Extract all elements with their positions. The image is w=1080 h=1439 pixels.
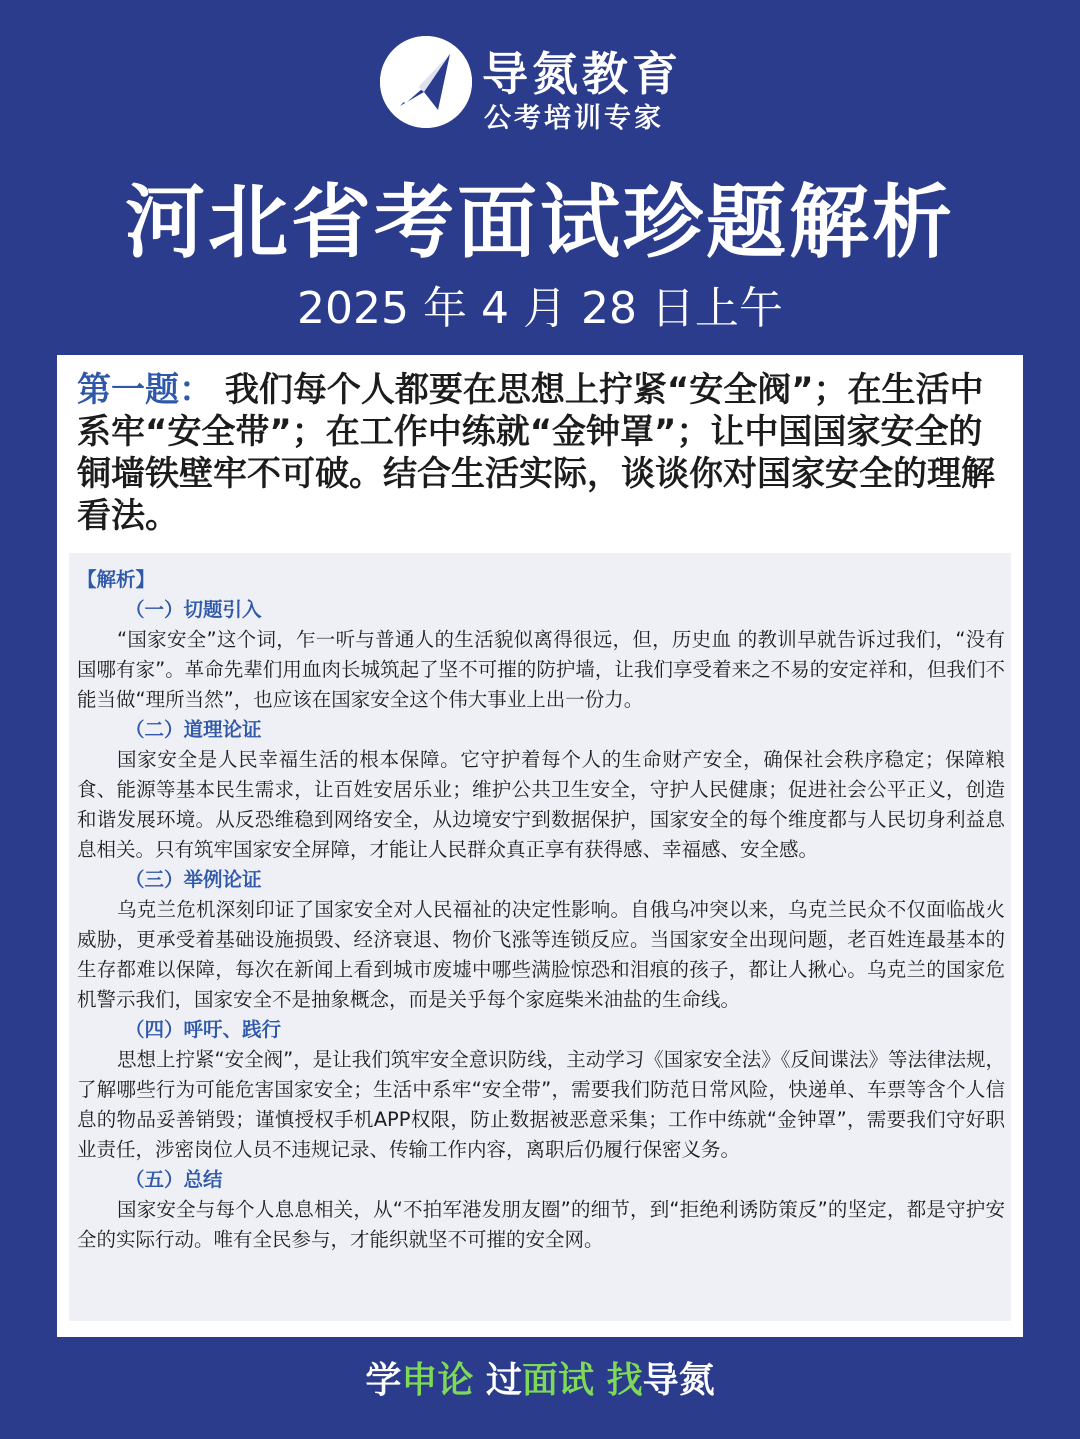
section-title-intro: （一）切题引入 xyxy=(125,598,262,621)
footer-part: 面试 xyxy=(522,1360,595,1401)
footer-slogan xyxy=(0,1352,1080,1403)
footer-part: 过 xyxy=(485,1360,522,1401)
brand-header xyxy=(380,36,720,136)
section-text-reasoning: 国家安全是人民幸福生活的根本保障。它守护着每个人的生命财产安全，确保社会秩序稳定；保障粮食、能源等基本民生需求，让百姓安居乐业；维护公共卫生安全，守护人民健康；促进社会公平正义，创造和谐发展环境。从反恐维稳到网络安全，从边境安宁到数据保护，国家安全的每个维度都与人民切身利益息息相关。只有筑牢国家安全屏障，才能让人民群众真正享有获得感、幸福感、安全感。 xyxy=(77,748,1005,861)
footer-part: 找 xyxy=(606,1360,643,1401)
question-label: 第一题： xyxy=(77,370,213,410)
footer-part: 申论 xyxy=(401,1360,474,1401)
section-title-summary: （五）总结 xyxy=(125,1168,223,1191)
section-title-example: （三）举例论证 xyxy=(125,868,262,891)
section-text-action: 思想上拧紧“安全阀”，是让我们筑牢安全意识防线，主动学习《国家安全法》《反间谍法》等法律法规，了解哪些行为可能危害国家安全；生活中系牢“安全带”，需要我们防范日常风险，快递单、车票等含个人信息的物品妥善销毁；谨慎授权手机APP权限，防止数据被恶意采集；工作中练就“金钟罩”，需要我们守好职业责任，涉密岗位人员不违规记录、传输工作内容，离职后仍履行保密义务。 xyxy=(77,1048,1005,1161)
section-text-summary: 国家安全与每个人息息相关，从“不拍军港发朋友圈”的细节，到“拒绝利诱防策反”的坚定，都是守护安全的实际行动。唯有全民参与，才能织就坚不可摧的安全网。 xyxy=(77,1198,1005,1251)
content-card xyxy=(57,355,1023,1337)
analysis-panel xyxy=(69,553,1011,1321)
brand-name: 导氮教育 xyxy=(482,47,682,101)
footer-part: 学 xyxy=(365,1360,402,1401)
analysis-body xyxy=(77,565,1005,1255)
section-text-example: 乌克兰危机深刻印证了国家安全对人民福祉的决定性影响。自俄乌冲突以来，乌克兰民众不仅面临战火威胁，更承受着基础设施损毁、经济衰退、物价飞涨等连锁反应。当国家安全出现问题，老百姓连最基本的生存都难以保障，每次在新闻上看到城市废墟中哪些满脸惊恐和泪痕的孩子，都让人揪心。乌克兰的国家危机警示我们，国家安全不是抽象概念，而是关乎每个家庭柴米油盐的生命线。 xyxy=(77,898,1005,1011)
section-title-reasoning: （二）道理论证 xyxy=(125,718,262,741)
question-block xyxy=(77,369,1007,537)
section-text-intro: “国家安全”这个词，乍一听与普通人的生活貌似离得很远，但，历史血 的教训早就告诉过我们，“没有国哪有家”。革命先辈们用血肉长城筑起了坚不可摧的防护墙，让我们享受着来之不易的安定祥和，但我们不能当做“理所当然”，也应该在国家安全这个伟大事业上出一份力。 xyxy=(77,628,1005,711)
brand-slogan: 公考培训专家 xyxy=(484,103,664,134)
paper-plane-logo-icon xyxy=(380,36,472,128)
question-text: 我们每个人都要在思想上拧紧“安全阀”；在生活中系牢“安全带”；在工作中练就“金钟罩”；让中国国家安全的铜墙铁壁牢不可破。结合生活实际，谈谈你对国家安全的理解看法。 xyxy=(77,370,995,536)
section-title-action: （四）呼吁、践行 xyxy=(125,1018,282,1041)
footer-part: 导氮 xyxy=(642,1360,715,1401)
date-line: 2025 年 4 月 28 日上午 xyxy=(297,283,783,334)
page-title: 河北省考面试珍题解析 xyxy=(125,176,955,269)
analysis-tag: 【解析】 xyxy=(77,568,156,591)
